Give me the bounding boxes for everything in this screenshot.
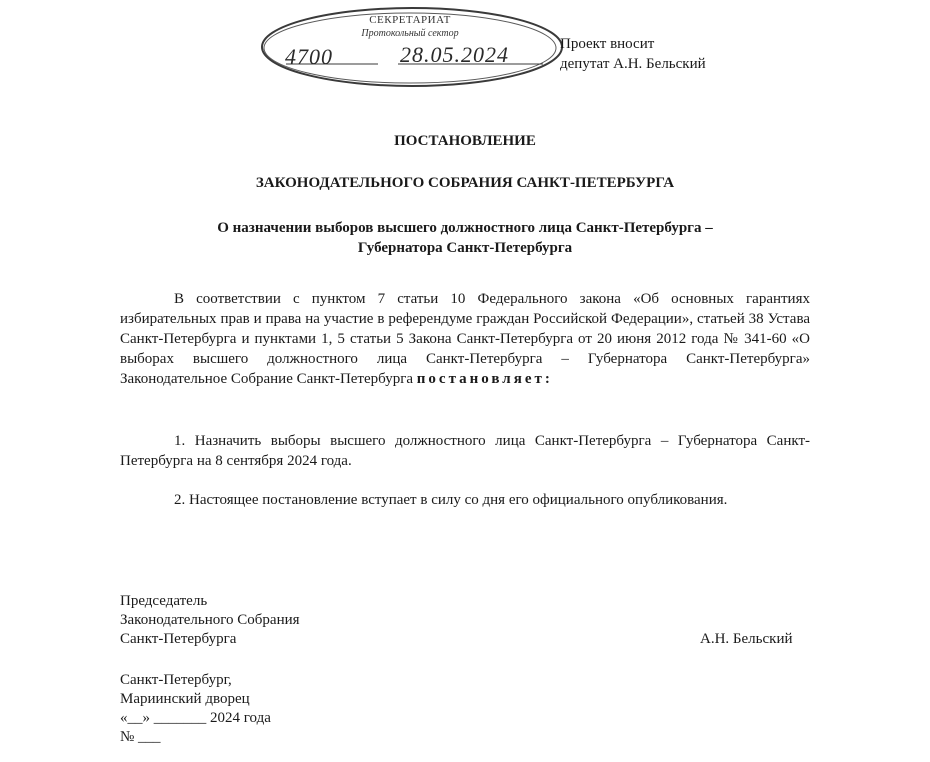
preamble-paragraph — [120, 289, 810, 389]
signature-name: А.Н. Бельский — [700, 631, 793, 647]
stamp-subtitle: Протокольный сектор — [361, 28, 459, 39]
proposer-block — [560, 34, 706, 74]
document-subject — [120, 218, 810, 258]
signature-line2: Законодательного Собрания — [120, 612, 300, 628]
item-2: 2. Настоящее постановление вступает в силу со дня его официального опубликования. — [174, 492, 728, 508]
place-number-line: № ___ — [120, 729, 161, 745]
decree-word: постановляет: — [416, 371, 553, 387]
place-line2: Мариинский дворец — [120, 691, 250, 707]
proposer-line2: депутат А.Н. Бельский — [560, 56, 706, 72]
item-1: 1. Назначить выборы высшего должностного лица Санкт-Петербурга – Губернатора Санкт-Петербурга на 8 сентября 2024 года. — [120, 433, 810, 469]
place-line1: Санкт-Петербург, — [120, 672, 232, 688]
proposer-line1: Проект вносит — [560, 36, 655, 52]
preamble-text: В соответствии с пунктом 7 статьи 10 Федерального закона «Об основных гарантиях избирательных прав и права на участие в референдуме граждан Российской Федерации», статьей 38 Устава Санкт-Петербурга и пунктами 1, 5 статьи 5 Закона Санкт-Петербурга от 20 июня 2012 года № 341-60 «О выборах высшего должностного лица Санкт-Петербурга – Губернатора Санкт-Петербурга» Законодательное Собрание Санкт-Петербурга — [120, 291, 810, 387]
document-type: ПОСТАНОВЛЕНИЕ — [394, 133, 536, 149]
subject-line1: О назначении выборов высшего должностного лица Санкт-Петербурга – — [217, 220, 713, 236]
stamp-date: 28.05.2024 — [400, 42, 509, 67]
place-block — [120, 671, 271, 747]
subject-line2: Губернатора Санкт-Петербурга — [357, 240, 573, 256]
place-date-line: «__» _______ 2024 года — [120, 710, 271, 726]
stamp-title: СЕКРЕТАРИАТ — [369, 14, 451, 26]
signature-block — [120, 592, 300, 649]
stamp-number: 4700 — [285, 44, 333, 69]
document-issuer: ЗАКОНОДАТЕЛЬНОГО СОБРАНИЯ САНКТ-ПЕТЕРБУРГА — [255, 175, 675, 191]
signature-line3: Санкт-Петербурга — [120, 631, 237, 647]
signature-line1: Председатель — [120, 593, 208, 609]
